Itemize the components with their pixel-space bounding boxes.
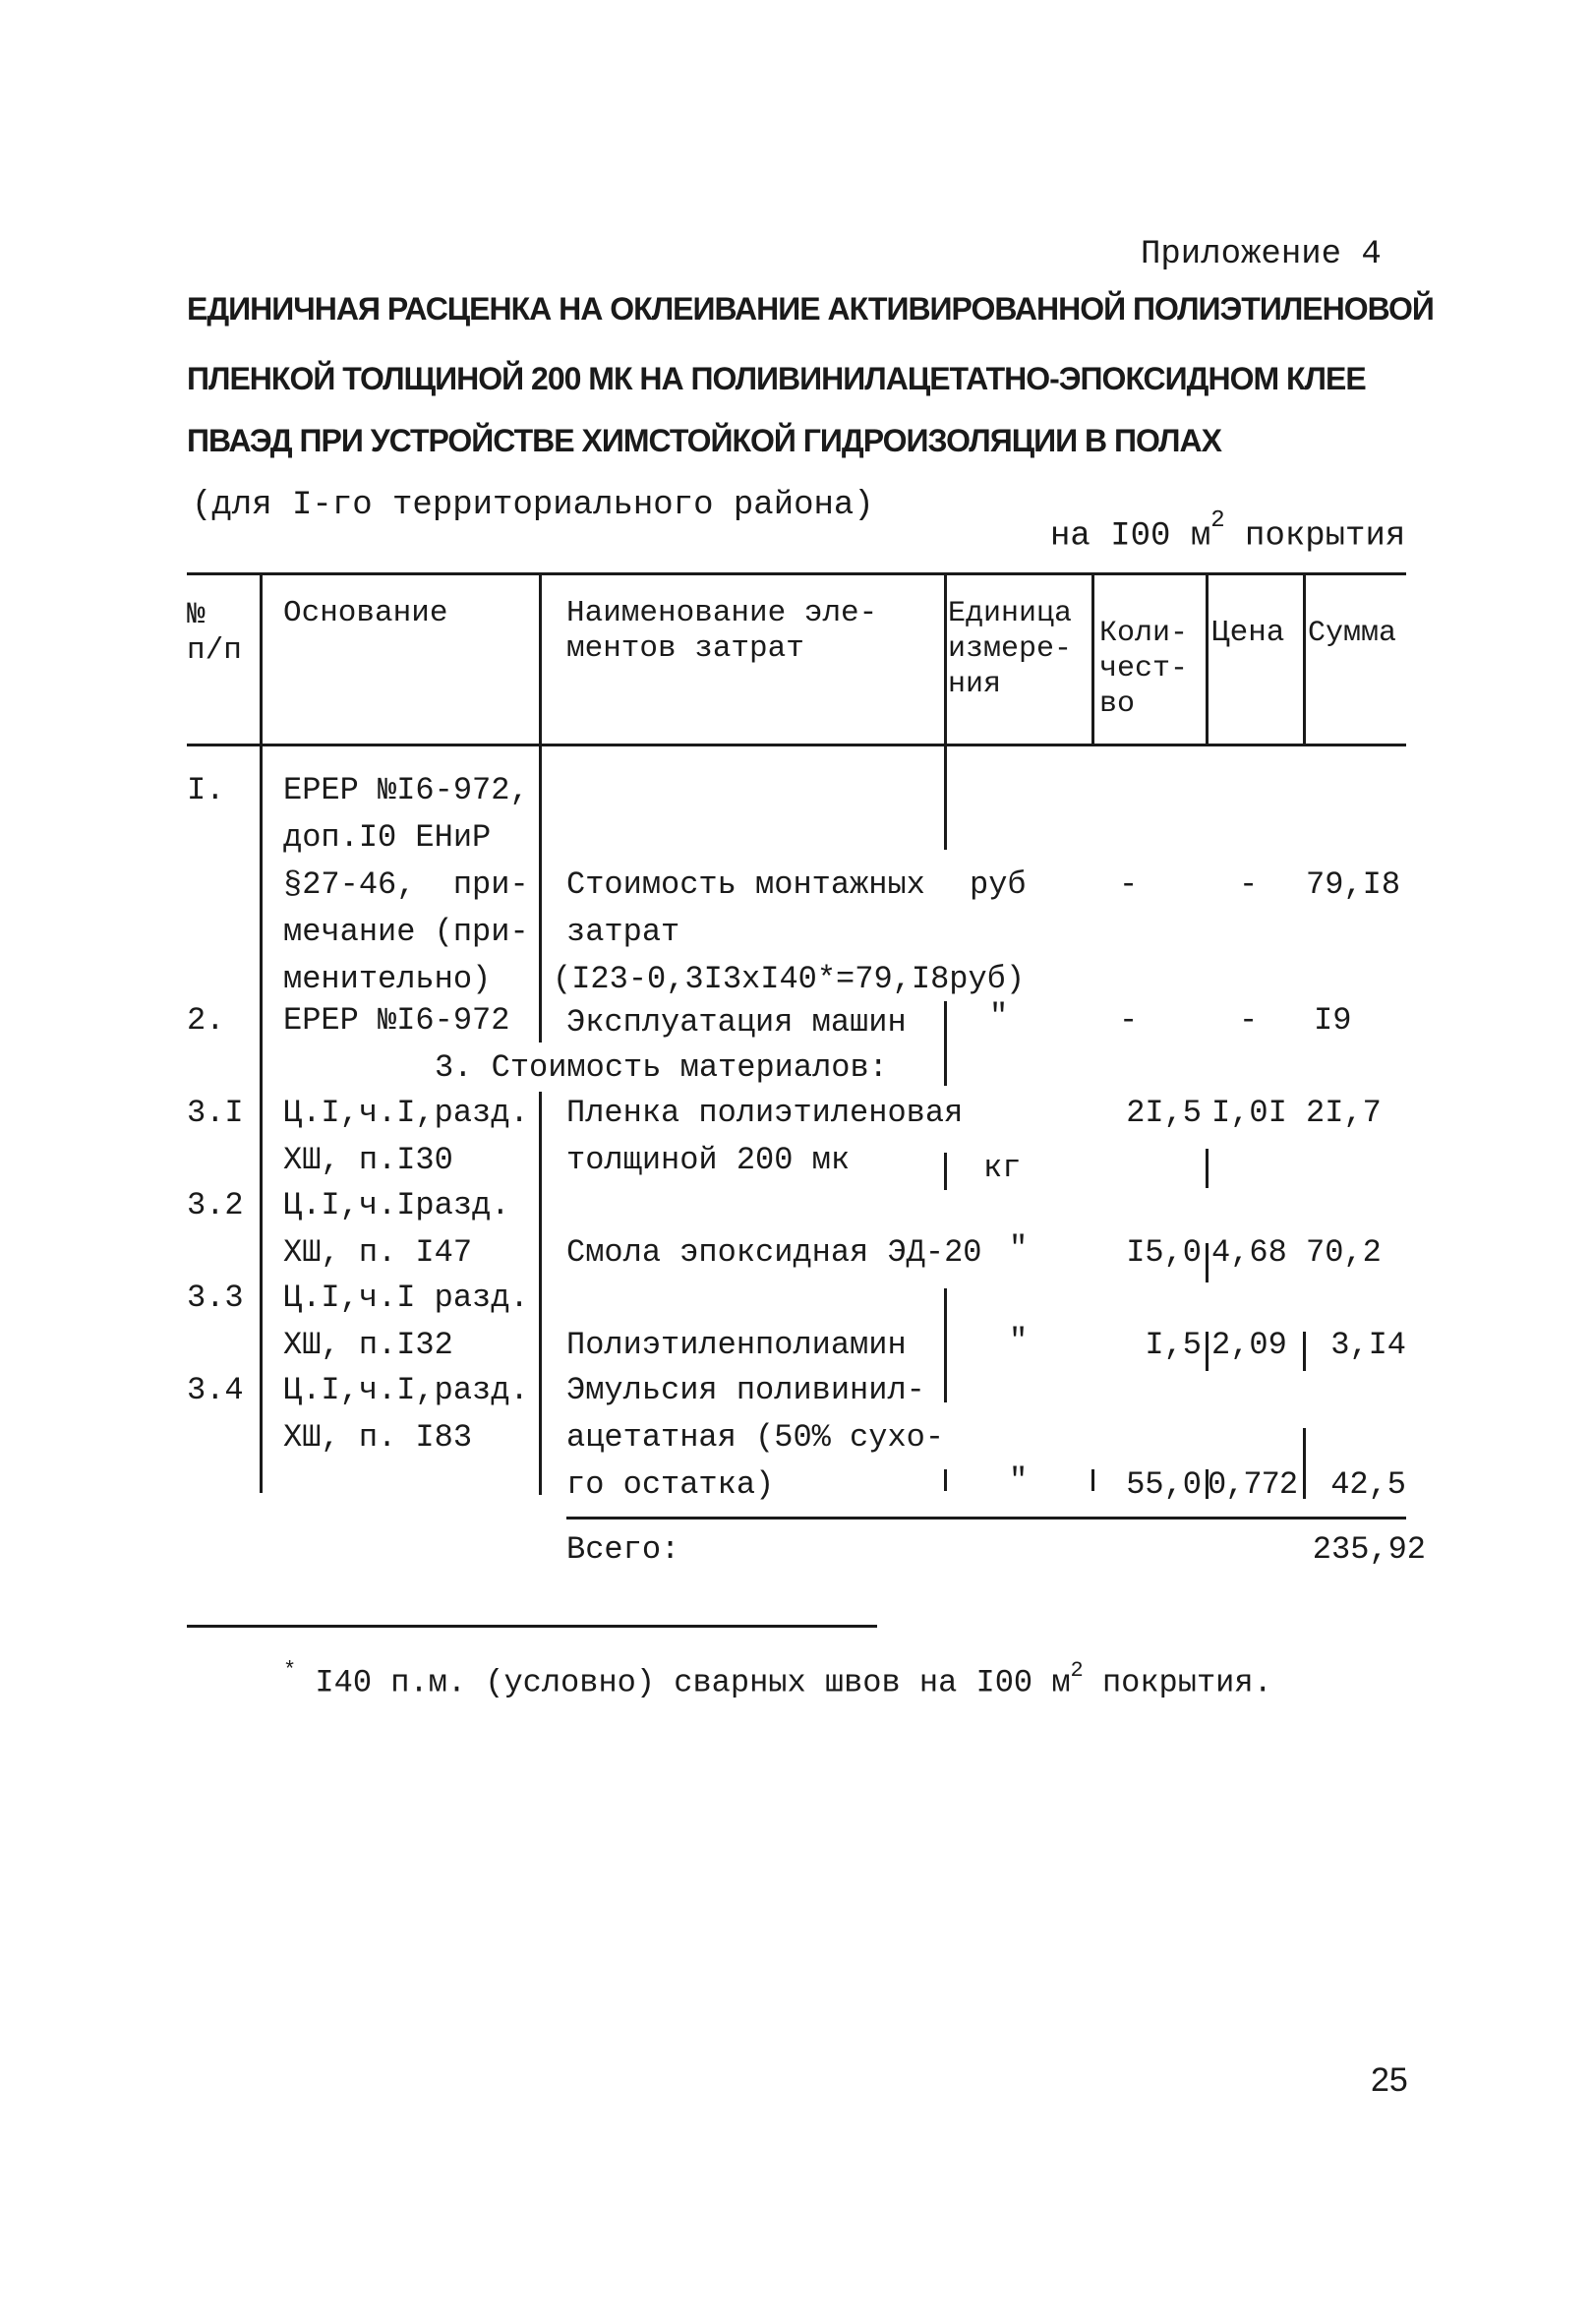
table-col-separator [1206, 572, 1209, 745]
document-title-line-3: ПВАЭД ПРИ УСТРОЙСТВЕ ХИМСТОЙКОЙ ГИДРОИЗОЛЯЦИИ В ПОЛАХ [187, 423, 1221, 458]
total-label: Всего: [566, 1531, 680, 1568]
table-col-separator [944, 745, 947, 850]
document-subtitle: (для I-го территориального района) [192, 487, 874, 524]
total-value: 235,92 [1312, 1531, 1426, 1568]
document-title-line-2: ПЛЕНКОЙ ТОЛЩИНОЙ 200 МК НА ПОЛИВИНИЛАЦЕТАТНО-ЭПОКСИДНОМ КЛЕЕ [187, 361, 1366, 396]
row-price: 4,68 [1211, 1234, 1287, 1271]
row-sum: 2I,7 [1306, 1095, 1382, 1131]
row-name: Полиэтиленполиамин [566, 1327, 907, 1363]
header-basis: Основание [283, 596, 448, 630]
row-unit: кг [983, 1150, 1022, 1186]
row-price: - [1239, 1002, 1259, 1039]
page-number: 25 [1371, 2061, 1408, 2099]
row-sum: 3,I4 [1330, 1327, 1406, 1363]
row-basis: Ц.I,ч.I,разд. XШ, п. I83 [283, 1372, 529, 1456]
table-col-separator [260, 572, 263, 745]
row-qty: - [1119, 866, 1139, 903]
table-col-separator [1206, 1332, 1209, 1371]
row-num: 3.3 [187, 1280, 244, 1316]
table-header-rule [187, 744, 1406, 746]
row-unit: " [1009, 1462, 1029, 1499]
header-price: Цена [1211, 616, 1285, 650]
row-unit: " [989, 998, 1009, 1035]
table-col-separator [1091, 572, 1094, 745]
document-title-line-1: ЕДИНИЧНАЯ РАСЦЕНКА НА ОКЛЕИВАНИЕ АКТИВИРОВАННОЙ ПОЛИЭТИЛЕНОВОЙ [187, 291, 1434, 327]
row-num: 3.I [187, 1095, 244, 1131]
row-name: Эксплуатация машин [566, 1004, 907, 1041]
row-num: I. [187, 772, 225, 808]
row-name: Стоимость монтажных затрат [566, 866, 925, 950]
table-col-separator [1303, 1332, 1306, 1371]
row-num: 3.2 [187, 1187, 244, 1223]
row-num: 2. [187, 1002, 225, 1039]
table-col-separator [1303, 1428, 1306, 1499]
row-num: 3.4 [187, 1372, 244, 1408]
row-unit: " [1009, 1230, 1029, 1267]
row-basis: ЕРЕР №I6-972, доп.I0 ЕНиР §27-46, при- мечание (при- менительно) [283, 772, 529, 997]
header-sum: Сумма [1308, 617, 1397, 650]
row-qty: I,5 [1145, 1327, 1202, 1363]
row-name: Эмульсия поливинил- ацетатная (50% сухо- го остатка) [566, 1372, 945, 1503]
table-col-separator [944, 1288, 947, 1402]
table-col-separator [1206, 1243, 1209, 1282]
table-col-separator [944, 572, 947, 745]
footnote-text-prefix: I40 п.м. (условно) сварных швов на I00 м [296, 1664, 1071, 1701]
header-qty: Коли- чест- во [1099, 617, 1189, 721]
row-basis: Ц.I,ч.I разд. XШ, п.I32 [283, 1280, 529, 1363]
table-col-separator [1206, 1149, 1209, 1188]
row-unit: " [1009, 1323, 1029, 1359]
row-sum: 42,5 [1330, 1466, 1406, 1503]
row-basis: ЕРЕР №I6-972 [283, 1002, 510, 1039]
row-qty: - [1119, 1002, 1139, 1039]
row-qty: 2I,5 [1126, 1095, 1202, 1131]
row-sum: 79,I8 [1306, 866, 1401, 903]
row-price: I,0I [1211, 1095, 1287, 1131]
footnote-mark: * [283, 1658, 297, 1683]
row-basis: Ц.I,ч.Iразд. XШ, п. I47 [283, 1187, 510, 1271]
unit-note-sup: 2 [1210, 507, 1225, 534]
footnote-text-suffix: покрытия. [1083, 1664, 1272, 1701]
table-col-separator [539, 745, 542, 1043]
table-total-rule [566, 1517, 1406, 1520]
footnote [283, 1658, 1272, 1701]
row-qty: I5,0 [1126, 1234, 1202, 1271]
row-price: 0,772 [1208, 1466, 1298, 1503]
unit-note [1050, 507, 1406, 556]
row-unit: руб [970, 866, 1027, 903]
row-name: Пленка полиэтиленовая толщиной 200 мк [566, 1095, 964, 1178]
table-col-separator [260, 745, 263, 1493]
table-col-separator [1303, 572, 1306, 745]
unit-note-suffix: покрытия [1224, 517, 1406, 556]
row-name: Смола эпоксидная ЭД-20 [566, 1234, 982, 1271]
row-calc: (I23-0,3I3xI40*=79,I8руб) [553, 961, 1026, 997]
appendix-label: Приложение 4 [1141, 236, 1382, 273]
unit-note-prefix: на I00 м [1050, 517, 1211, 556]
row-qty: 55,0 [1126, 1466, 1202, 1503]
row-basis: Ц.I,ч.I,разд. XШ, п.I30 [283, 1095, 529, 1178]
header-unit: Единица измере- ния [948, 597, 1073, 701]
table-col-separator [944, 1001, 947, 1086]
table-top-rule [187, 572, 1406, 575]
row-price: - [1239, 866, 1259, 903]
header-num: № п/п [187, 598, 242, 668]
section-heading: 3. Стоимость материалов: [435, 1049, 888, 1086]
table-col-separator [944, 1469, 947, 1491]
row-sum: I9 [1314, 1002, 1352, 1039]
row-sum: 70,2 [1306, 1234, 1382, 1271]
table-col-separator [539, 1092, 542, 1495]
row-price: 2,09 [1211, 1327, 1287, 1363]
header-name: Наименование эле- ментов затрат [566, 596, 878, 666]
table-col-separator [539, 572, 542, 745]
footnote-divider [187, 1625, 877, 1628]
footnote-sup: 2 [1070, 1658, 1084, 1683]
